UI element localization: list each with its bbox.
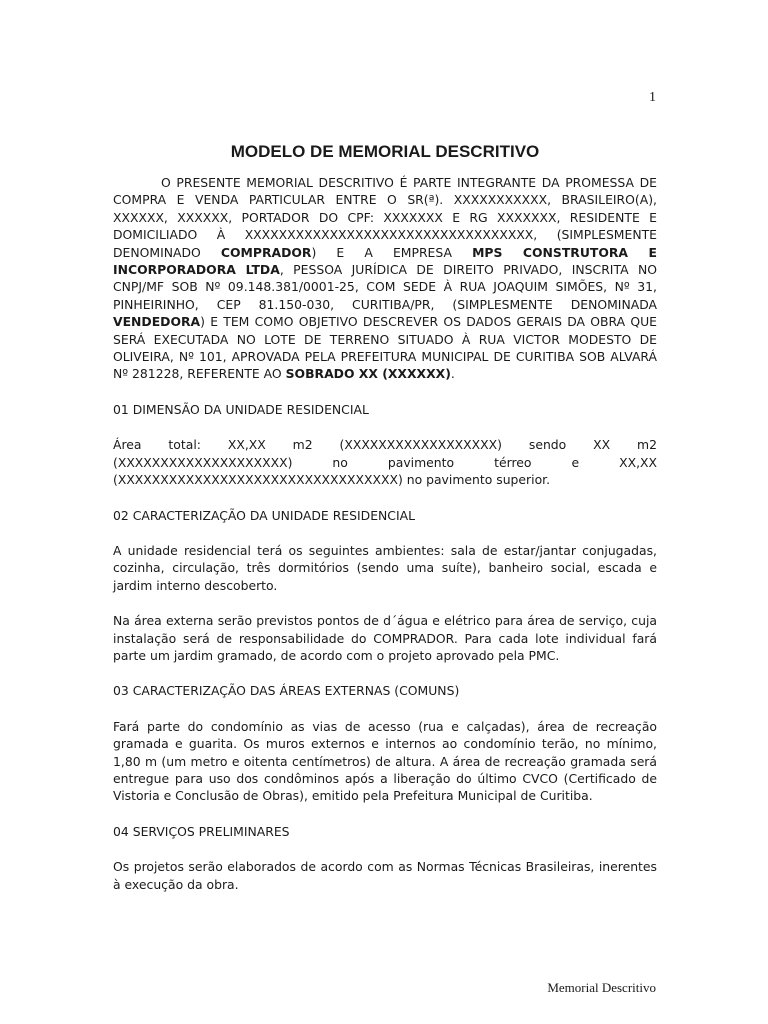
intro-text-5: .: [450, 366, 455, 382]
comprador-label: COMPRADOR: [220, 244, 312, 260]
section-2-body-2: Na área externa serão previstos pontos de d´água e elétrico para área de serviço, cuja instalação será de responsabilidade do COMPRADOR. Para cada lote individual fará parte um jardim gramado, de acordo com o projeto aprovado pela PMC.: [113, 613, 657, 663]
section-1-heading: 01 DIMENSÃO DA UNIDADE RESIDENCIAL: [113, 401, 369, 417]
vendedora-label: VENDEDORA: [113, 314, 201, 330]
section-4-body: Os projetos serão elaborados de acordo com as Normas Técnicas Brasileiras, inerentes à execução da obra.: [113, 859, 657, 892]
page-footer: Memorial Descritivo: [547, 980, 656, 995]
intro-text-1: O PRESENTE MEMORIAL DESCRITIVO É PARTE INTEGRANTE DA PROMESSA DE COMPRA E VENDA PARTICULAR ENTRE O SR(ª). XXXXXXXXXXX, BRASILEIRO(A), XXXXXX, XXXXXX, PORTADOR DO CPF: XXXXXXX E RG XXXXXXX, RESIDENTE E DOMICILIADO À XXXXXXXXXXXXXXXXXXXXXXXXXXXXXXXXXX, (SIMPLESMENTE DENOMINADO: [113, 175, 657, 260]
document-body: [113, 140, 657, 893]
intro-paragraph: [113, 174, 657, 383]
intro-text-2: ) E A EMPRESA: [311, 244, 473, 260]
sobrado-label: SOBRADO XX (XXXXXX): [285, 366, 451, 382]
page-number: 1: [649, 90, 656, 105]
company-name: MPS CONSTRUTORA E INCORPORADORA LTDA: [113, 244, 657, 278]
intro-text-3: , PESSOA JURÍDICA DE DIREITO PRIVADO, INSCRITA NO CNPJ/MF SOB Nº 09.148.381/0001-25, COM SEDE À RUA JOAQUIM SIMÕES, Nº 31, PINHEIRINHO, CEP 81.150-030, CURITIBA/PR, (SIMPLESMENTE DENOMINADA: [113, 262, 657, 312]
section-2-heading: 02 CARACTERIZAÇÃO DA UNIDADE RESIDENCIAL: [113, 507, 415, 523]
section-3-heading: 03 CARACTERIZAÇÃO DAS ÁREAS EXTERNAS (COMUNS): [113, 683, 460, 699]
intro-text-4: ) E TEM COMO OBJETIVO DESCREVER OS DADOS GERAIS DA OBRA QUE SERÁ EXECUTADA NO LOTE DE TERRENO SITUADO À RUA VICTOR MODESTO DE OLIVEIRA, Nº 101, APROVADA PELA PREFEITURA MUNICIPAL DE CURITIBA SOB ALVARÁ Nº 281228, REFERENTE AO: [113, 314, 657, 382]
section-4-heading: 04 SERVIÇOS PRELIMINARES: [113, 823, 290, 839]
section-2-body-1: A unidade residencial terá os seguintes ambientes: sala de estar/jantar conjugadas, cozinha, circulação, três dormitórios (sendo uma suíte), banheiro social, escada e jardim interno descoberto.: [113, 542, 657, 593]
document-title: MODELO DE MEMORIAL DESCRITIVO: [230, 142, 540, 161]
section-3-body: Fará parte do condomínio as vias de acesso (rua e calçadas), área de recreação gramada e guarita. Os muros externos e internos ao condomínio terão, no mínimo, 1,80 m (um metro e oitenta centímetros) de altura. A área de recreação gramada será entregue para uso dos condôminos após a liberação do último CVCO (Certificado de Vistoria e Conclusão de Obras), emitido pela Prefeitura Municipal de Curitiba.: [113, 718, 657, 804]
section-1-body: Área total: XX,XX m2 (XXXXXXXXXXXXXXXXXX) sendo XX m2 (XXXXXXXXXXXXXXXXXXXX) no pavimento térreo e XX,XX (XXXXXXXXXXXXXXXXXXXXXXXXXXXXXXXXX) no pavimento superior.: [113, 437, 657, 488]
